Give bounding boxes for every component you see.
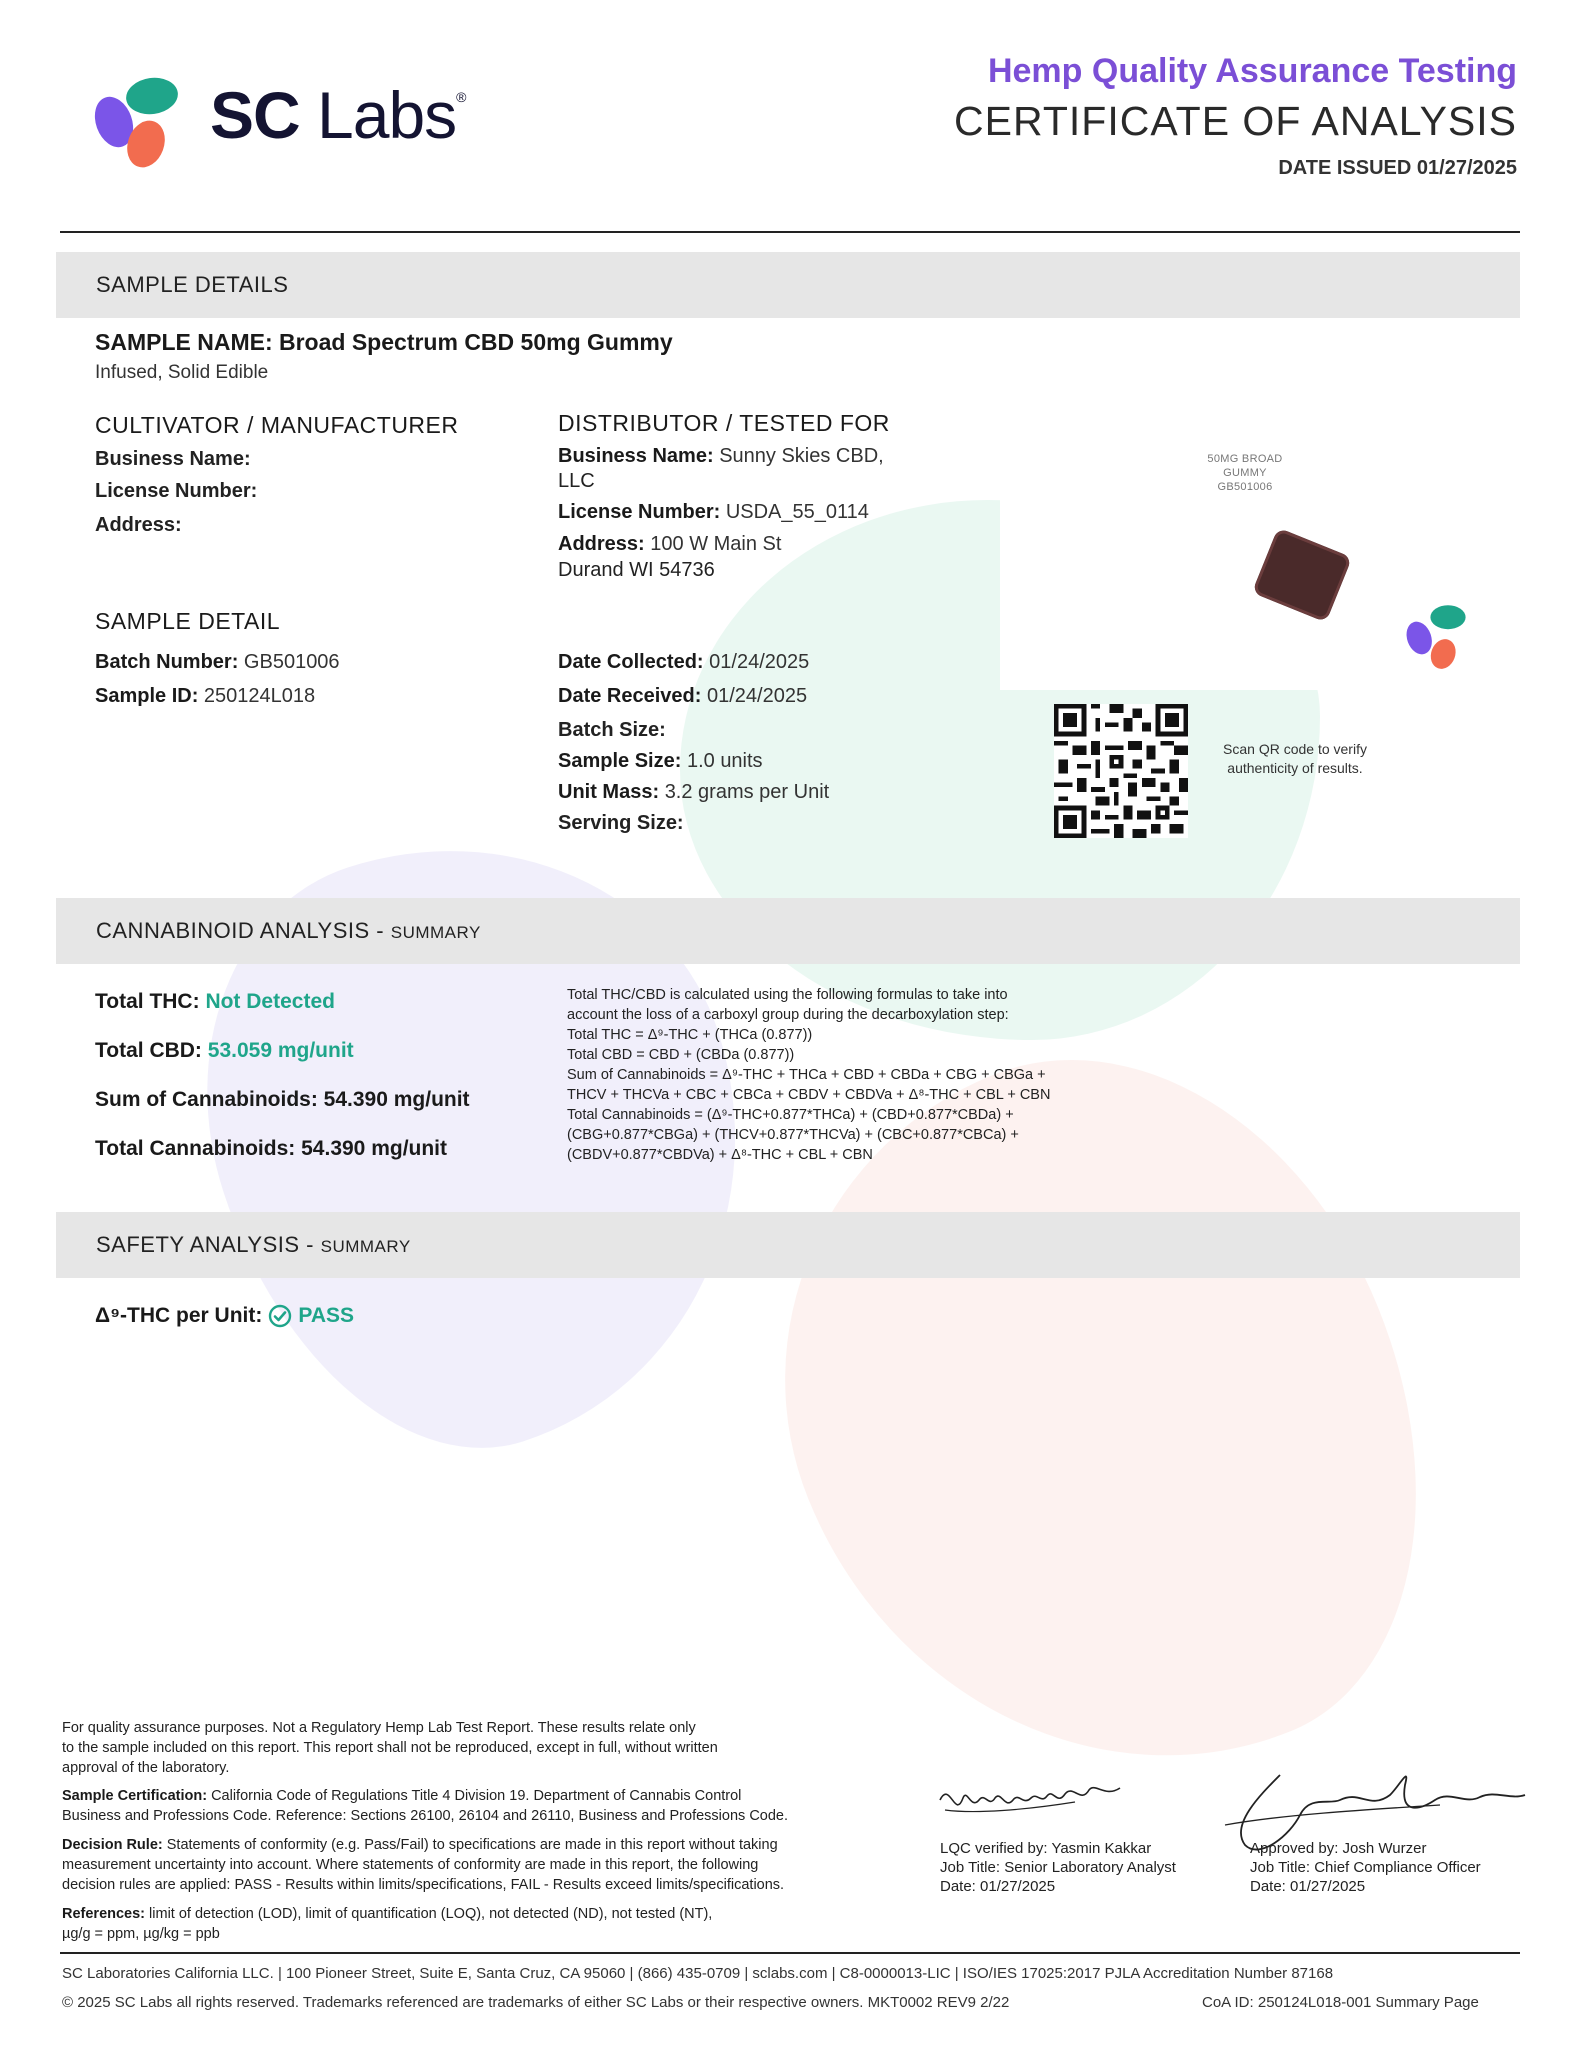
disclaimer-line: For quality assurance purposes. Not a Regulatory Hemp Lab Test Report. These results relate only	[62, 1720, 696, 1736]
pass-badge: PASS	[298, 1304, 355, 1327]
decision-rule-text: Statements of conformity (e.g. Pass/Fail) to specifications are made in this report without taking	[166, 1837, 778, 1853]
total-cannabinoids	[95, 1137, 447, 1161]
safety-analysis-title	[96, 1232, 411, 1258]
unit-mass-value: 3.2 grams per Unit	[664, 781, 830, 803]
sample-size-label: Sample Size:	[558, 750, 682, 772]
total-thc-label: Total THC:	[95, 990, 200, 1013]
sample-details-title: SAMPLE DETAILS	[96, 272, 289, 297]
references	[62, 1904, 862, 1944]
batch-number-value: GB501006	[243, 651, 340, 673]
certification-text-cont: Business and Professions Code. Reference: Sections 26100, 26104 and 26110, Business and Professions Code.	[62, 1808, 789, 1824]
formula-line: THCV + THCVa + CBC + CBCa + CBDV + CBDVa + Δ⁸-THC + CBL + CBN	[567, 1087, 1051, 1103]
qr-verify-note: Scan QR code to verify authenticity of results.	[1223, 741, 1367, 776]
sample-type: Infused, Solid Edible	[95, 362, 269, 383]
sample-size-value: 1.0 units	[686, 750, 763, 772]
sample-certification	[62, 1786, 862, 1826]
approved-by: Approved by: Josh Wurzer	[1250, 1840, 1427, 1857]
sum-label: Sum of Cannabinoids:	[95, 1088, 318, 1111]
sum-of-cannabinoids	[95, 1088, 470, 1112]
certification-text: California Code of Regulations Title 4 Division 19. Department of Cannabis Control	[211, 1788, 742, 1804]
cultivator-heading: CULTIVATOR / MANUFACTURER	[95, 412, 459, 438]
date-received-label: Date Received:	[558, 685, 702, 707]
signature-block-approver	[1250, 1839, 1481, 1896]
distributor-license-label: License Number:	[558, 501, 721, 523]
decision-rule-text-cont: measurement uncertainty into account. Where statements of conformity are made in this report, the following	[62, 1857, 759, 1873]
photo-label-line: 50MG BROAD	[1207, 453, 1283, 465]
signature-yasmin-icon	[935, 1770, 1145, 1830]
date-issued: DATE ISSUED 01/27/2025	[1278, 157, 1517, 179]
cannabinoid-title-sub: SUMMARY	[390, 923, 481, 942]
safety-title-sub: SUMMARY	[320, 1237, 411, 1256]
certification-label: Sample Certification:	[62, 1788, 208, 1804]
calculation-formulas	[567, 985, 1107, 1165]
lqc-job-title: Job Title: Senior Laboratory Analyst	[940, 1859, 1176, 1876]
copyright-line: © 2025 SC Labs all rights reserved. Trademarks referenced are trademarks of either SC Labs or their respective owners. MKT0002 REV9 2/22	[62, 1994, 1010, 2011]
sample-size	[558, 749, 763, 774]
references-text: limit of detection (LOD), limit of quantification (LOQ), not detected (ND), not tested (NT),	[149, 1906, 713, 1922]
total-thc-value: Not Detected	[205, 990, 335, 1013]
distributor-business-name-value: Sunny Skies CBD,	[719, 445, 884, 467]
sample-id	[95, 684, 315, 709]
sample-id-value: 250124L018	[203, 685, 316, 707]
photo-label-line: GUMMY	[1223, 467, 1267, 479]
sample-photo-label	[1200, 452, 1290, 494]
coa-id: CoA ID: 250124L018-001 Summary Page	[1202, 1994, 1479, 2011]
sc-labs-small-logo-icon	[1400, 598, 1480, 678]
total-cannabinoids-label: Total Cannabinoids:	[95, 1137, 296, 1160]
decision-rule-text-cont: decision rules are applied: PASS - Results within limits/specifications, FAIL - Results exceed limits/specifications.	[62, 1877, 785, 1893]
distributor-address-line2: Durand WI 54736	[558, 559, 715, 581]
logo-text-light: Labs	[317, 78, 457, 152]
total-cbd-label: Total CBD:	[95, 1039, 202, 1062]
lab-address-line: SC Laboratories California LLC. | 100 Pioneer Street, Suite E, Santa Cruz, CA 95060 | (866) 435-0709 | sclabs.com | C8-0000013-LIC | ISO/IES 17025:2017 PJLA Accreditation Number 87168	[62, 1965, 1334, 1982]
formula-line: Total THC/CBD is calculated using the following formulas to take into	[567, 987, 1008, 1003]
qa-disclaimer	[62, 1718, 862, 1778]
total-cbd	[95, 1039, 354, 1063]
formula-line: Sum of Cannabinoids = Δ⁹-THC + THCa + CBD + CBDa + CBG + CBGa +	[567, 1067, 1046, 1083]
unit-mass	[558, 780, 829, 805]
disclaimer-line: to the sample included on this report. This report shall not be reproduced, except in full, without written	[62, 1740, 718, 1756]
cultivator-license-label: License Number:	[95, 480, 258, 502]
sample-detail-heading: SAMPLE DETAIL	[95, 608, 281, 634]
total-cannabinoids-value: 54.390 mg/unit	[301, 1137, 448, 1160]
decision-rule-label: Decision Rule:	[62, 1837, 163, 1853]
sample-id-label: Sample ID:	[95, 685, 199, 707]
cannabinoid-analysis-title	[96, 918, 481, 944]
disclaimer-line: approval of the laboratory.	[62, 1760, 230, 1776]
formula-line: Total Cannabinoids = (Δ⁹-THC+0.877*THCa) + (CBD+0.877*CBDa) +	[567, 1107, 1014, 1123]
distributor-license-value: USDA_55_0114	[725, 501, 869, 523]
total-cbd-value: 53.059 mg/unit	[207, 1039, 354, 1062]
logo-text-bold: SC	[210, 78, 300, 152]
qr-code-icon[interactable]	[1054, 704, 1188, 838]
batch-size-label: Batch Size:	[558, 719, 666, 741]
cultivator-business-name-label: Business Name:	[95, 448, 251, 470]
date-received-value: 01/24/2025	[706, 685, 808, 707]
serving-size-label: Serving Size:	[558, 812, 684, 834]
cannabinoid-analysis-bar	[56, 898, 1520, 964]
date-collected	[558, 650, 809, 675]
lqc-date: Date: 01/27/2025	[940, 1878, 1056, 1895]
unit-mass-label: Unit Mass:	[558, 781, 660, 803]
logo-wordmark	[210, 78, 466, 152]
total-thc	[95, 990, 335, 1014]
safety-title-main: SAFETY ANALYSIS -	[96, 1232, 314, 1257]
formula-line: (CBDV+0.877*CBDVa) + Δ⁸-THC + CBL + CBN	[567, 1147, 873, 1163]
sum-value: 54.390 mg/unit	[323, 1088, 470, 1111]
sample-name: SAMPLE NAME: Broad Spectrum CBD 50mg Gummy	[95, 329, 673, 355]
distributor-address-label: Address:	[558, 533, 645, 555]
logo-registered-mark: ®	[456, 89, 466, 105]
batch-number-label: Batch Number:	[95, 651, 239, 673]
formula-line: Total CBD = CBD + (CBDa (0.877))	[567, 1047, 795, 1063]
thc-per-unit-result	[95, 1304, 354, 1328]
sc-labs-logo-icon	[90, 72, 190, 172]
footer-divider	[60, 1952, 1520, 1954]
distributor-business-name-label: Business Name:	[558, 445, 714, 467]
header-subtitle: Hemp Quality Assurance Testing	[987, 52, 1517, 90]
references-text-cont: µg/g = ppm, µg/kg = ppb	[62, 1926, 220, 1942]
distributor-business-name-cont: LLC	[558, 470, 595, 492]
distributor-business-name	[558, 444, 884, 469]
distributor-license	[558, 500, 869, 525]
sample-details-bar	[56, 252, 1520, 318]
date-collected-value: 01/24/2025	[709, 651, 810, 673]
formula-line: (CBG+0.877*CBGa) + (THCV+0.877*THCVa) + (CBC+0.877*CBCa) +	[567, 1127, 1019, 1143]
batch-number	[95, 650, 340, 675]
lqc-verified-by: LQC verified by: Yasmin Kakkar	[940, 1840, 1152, 1857]
distributor-address-line1: 100 W Main St	[650, 533, 782, 555]
safety-analysis-bar	[56, 1212, 1520, 1278]
date-collected-label: Date Collected:	[558, 651, 704, 673]
references-label: References:	[62, 1906, 146, 1922]
signature-block-lqc	[940, 1839, 1176, 1896]
header-divider	[60, 231, 1520, 233]
thc-per-unit-label: Δ⁹-THC per Unit:	[95, 1304, 263, 1327]
decision-rule	[62, 1835, 862, 1895]
photo-label-line: GB501006	[1217, 481, 1273, 493]
formula-line: Total THC = Δ⁹-THC + (THCa (0.877))	[567, 1027, 813, 1043]
approver-date: Date: 01/27/2025	[1250, 1878, 1366, 1895]
date-received	[558, 684, 807, 709]
cannabinoid-title-main: CANNABINOID ANALYSIS -	[96, 918, 385, 943]
check-circle-icon	[268, 1304, 292, 1328]
cultivator-address-label: Address:	[95, 514, 182, 536]
header-title: CERTIFICATE OF ANALYSIS	[954, 98, 1517, 144]
formula-line: account the loss of a carboxyl group during the decarboxylation step:	[567, 1007, 1009, 1023]
approver-job-title: Job Title: Chief Compliance Officer	[1250, 1859, 1481, 1876]
distributor-address	[558, 532, 781, 557]
distributor-heading: DISTRIBUTOR / TESTED FOR	[558, 410, 890, 436]
